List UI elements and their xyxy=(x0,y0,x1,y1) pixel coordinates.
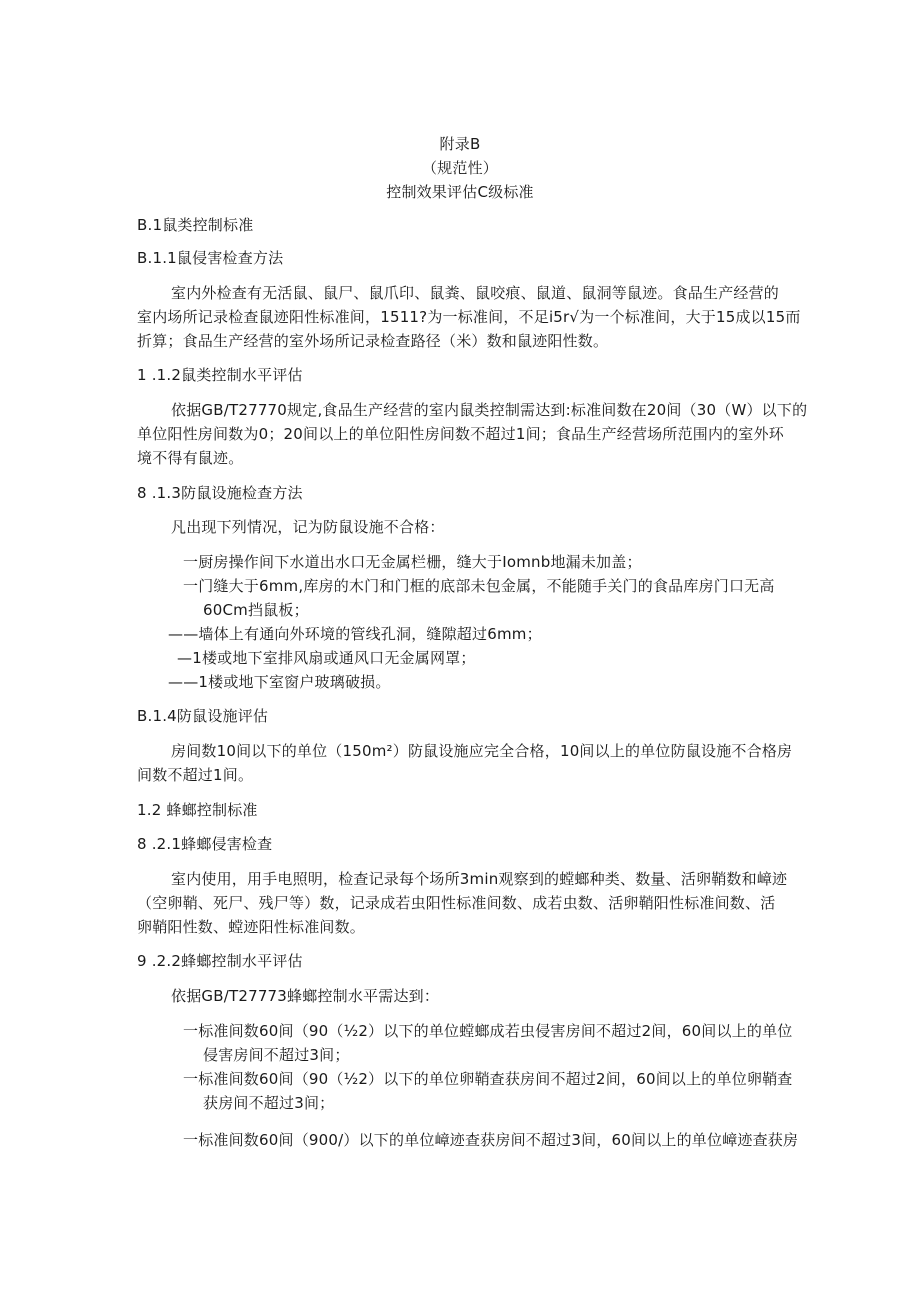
list-item-continuation: 60Cm挡鼠板； xyxy=(203,601,309,619)
paragraph-line: 间数不超过1间。 xyxy=(137,766,254,784)
appendix-nature: （规范性） xyxy=(421,159,498,177)
list-item-continuation: 侵害房间不超过3间； xyxy=(203,1046,350,1064)
list-item-continuation: 获房间不超过3间； xyxy=(203,1094,335,1112)
section-heading: 8 .1.3防鼠设施检查方法 xyxy=(137,484,303,502)
paragraph-line: （空卵鞘、死尸、残尸等）数，记录成若虫阳性标准间数、成若虫数、活卵鞘阳性标准间数、活 xyxy=(137,894,776,912)
section-heading: 9 .2.2蜂螂控制水平评估 xyxy=(137,952,303,970)
paragraph-line: 依据GB/T27773蜂螂控制水平需达到： xyxy=(171,987,440,1005)
paragraph-line: 单位阳性房间数为0；20间以上的单位阳性房间数不超过1间；食品生产经营场所范围内的室外环 xyxy=(137,425,784,443)
section-heading: 1.2 蜂螂控制标准 xyxy=(137,801,258,819)
paragraph-line: 境不得有鼠迹。 xyxy=(137,449,244,467)
paragraph-line: 室内外检查有无活鼠、鼠尸、鼠爪印、鼠粪、鼠咬痕、鼠道、鼠洞等鼠迹。食品生产经营的 xyxy=(171,284,780,302)
paragraph-line: 室内使用，用手电照明，检查记录每个场所3min观察到的螳螂种类、数量、活卵鞘数和嶂迹 xyxy=(171,870,788,888)
section-heading: 1 .1.2鼠类控制水平评估 xyxy=(137,366,303,384)
paragraph-line: 室内场所记录检查鼠迹阳性标准间，1511?为一标准间，不足i5r√为一个标准间，大于15成以15而 xyxy=(137,308,801,326)
section-heading: B.1鼠类控制标准 xyxy=(137,216,254,234)
list-item: 一厨房操作间下水道出水口无金属栏栅，缝大于Iomnb地漏未加盖； xyxy=(183,553,642,571)
paragraph-line: 卵鞘阳性数、螳迹阳性标准间数。 xyxy=(137,918,366,936)
list-item: 一标准间数60间（90（½2）以下的单位螳螂成若虫侵害房间不超过2间，60间以上的单位 xyxy=(183,1022,793,1040)
list-item: 一门缝大于6mm,库房的木门和门框的底部未包金属，不能随手关门的食品库房门口无高 xyxy=(183,577,775,595)
list-item: ——1楼或地下室窗户玻璃破损。 xyxy=(168,673,391,691)
section-heading: B.1.4防鼠设施评估 xyxy=(137,707,269,725)
paragraph-line: 凡出现下列情况，记为防鼠设施不合格： xyxy=(171,518,445,536)
list-item: —1楼或地下室排风扇或通风口无金属网罩； xyxy=(177,649,476,667)
list-item: ——墙体上有通向外环境的管线孔洞，缝隙超过6mm； xyxy=(168,625,542,643)
list-item: 一标准间数60间（900/）以下的单位嶂迹查获房间不超过3间，60间以上的单位嶂迹查获房 xyxy=(183,1131,799,1149)
paragraph-line: 房间数10间以下的单位（150m²）防鼠设施应完全合格，10间以上的单位防鼠设施不合格房 xyxy=(171,742,793,760)
section-heading: 8 .2.1蜂螂侵害检查 xyxy=(137,835,273,853)
list-item: 一标准间数60间（90（½2）以下的单位卵鞘查获房间不超过2间，60间以上的单位卵鞘查 xyxy=(183,1070,793,1088)
paragraph-line: 折算；食品生产经营的室外场所记录检查路径（米）数和鼠迹阳性数。 xyxy=(137,332,609,350)
paragraph-line: 依据GB/T27770规定,食品生产经营的室内鼠类控制需达到:标准间数在20间（30（W）以下的 xyxy=(171,401,808,419)
section-heading: B.1.1鼠侵害检查方法 xyxy=(137,249,284,267)
appendix-title: 控制效果评估C级标准 xyxy=(386,183,534,201)
appendix-label: 附录B xyxy=(439,135,481,153)
